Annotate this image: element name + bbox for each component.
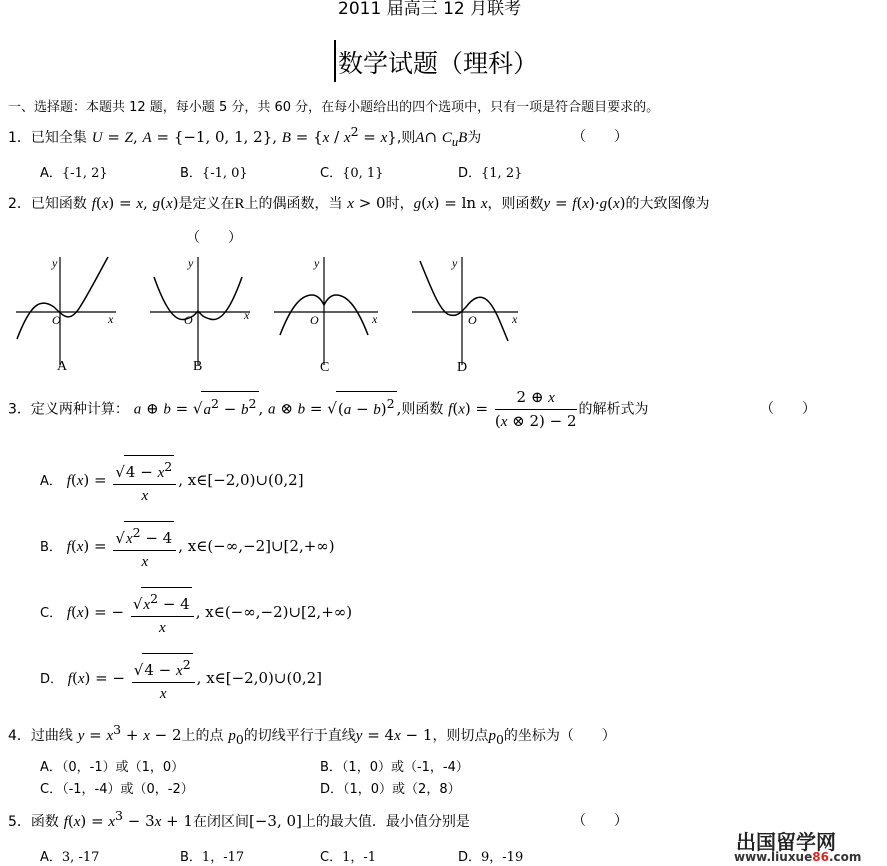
q3-option-a: A． f(x) = $\frac{√4 - x^2}{x}$ , x∈[−2,0)∪(0,2] [40,455,304,507]
svg-text:B: B [193,359,203,374]
svg-text:y: y [188,256,194,270]
svg-text:O: O [310,313,319,327]
q5-option-c: C．1，-1 [320,850,377,865]
question-2: 2．已知函数 f(x) = x, g(x)是定义在R上的偶函数，当 x > 0时，g(x) = ln x，则函数y = f(x)·g(x)的大致图像为 [8,194,710,212]
svg-text:y: y [314,256,320,270]
q1-option-c: C．{0, 1} [320,166,384,181]
svg-text:x: x [512,312,518,326]
question-1: 1．已知全集 U = Z, A = {−1, 0, 1, 2}, $B = \{x / x^2 = x\}$,则A∩ $C_uB$为 [8,124,482,149]
svg-text:O: O [184,313,193,327]
graph-a [12,255,132,375]
watermark-title: 出国留学网 [736,830,836,854]
svg-text:y: y [52,256,58,270]
graph-d [410,255,525,375]
text-cursor [334,40,336,82]
curve [420,261,508,341]
q4-option-c: C．（-1，-4）或（0，-2） [40,782,194,797]
q4-option-d: D．（1，0）或（2，8） [320,782,461,797]
graph-b [148,255,263,375]
exam-header: 2011 届高三 12 月联考 [338,0,522,19]
q4-option-a: A．（0，-1）或（1，0） [40,760,185,775]
q5-option-b: B．1，-17 [180,850,245,865]
svg-text:O: O [52,313,61,327]
q4-option-b: B．（1，0）或（-1，-4） [320,760,469,775]
graph-c [272,255,387,375]
question-5: 5．函数 $f(x) = x^3 - 3x + 1$在闭区间[−3, 0]上的最大值．最小值分别是 [8,808,470,830]
q5-answer-bracket: （ ） [572,813,628,829]
svg-text:x: x [372,312,378,326]
svg-text:x: x [108,312,114,326]
page-title: 数学试题（理科） [338,49,539,78]
q5-option-a: A．3, -17 [40,850,100,865]
watermark-url: www.liuxue86.com [734,850,862,864]
svg-text:C: C [320,360,330,375]
q1-answer-bracket: （ ） [572,129,628,145]
q5-option-d: D．9，-19 [458,850,524,865]
q3-answer-bracket: （ ） [760,401,816,417]
q1-option-b: B．{-1, 0} [180,166,248,181]
q1-option-d: D．{1, 2} [458,166,523,181]
svg-text:A: A [57,359,68,374]
q2-answer-bracket: （ ） [186,230,242,246]
curve [17,257,108,339]
q3-option-b: B． f(x) = $\frac{√x^2 - 4}{x}$ , x∈(−∞,−2]∪[2,+∞) [40,521,335,573]
q3-option-c: C． f(x) = − $\frac{√x^2 - 4}{x}$ , x∈(−∞,−2)∪[2,+∞) [40,587,352,639]
q3-option-d: D． f(x) = − $\frac{√4 - x^2}{x}$ , x∈[−2,0)∪(0,2] [40,653,322,705]
section-heading: 一、选择题：本题共 12 题，每小题 5 分，共 60 分，在每小题给出的四个选项中，只有一项是符合题目要求的。 [8,100,660,115]
q1-option-a: A．{-1, 2} [40,166,108,181]
svg-text:y: y [452,256,458,270]
question-3: 3．定义两种计算： a ⊕ $b = √a^2 - b^2$ , a ⊗ $b = √(a - b)^2$ ,则函数 f(x) = $\frac{2 \oplus x}{(x \otimes 2) - 2}$ 的解析式为 [8,388,649,430]
svg-text:O: O [468,313,477,327]
svg-text:D: D [457,360,468,375]
question-4: 4．过曲线 $y = x^3 + x - 2$上的点 $p_0$的切线平行于直线y = 4x − 1，则切点$p_0$的坐标为（ ） [8,722,616,747]
svg-text:x: x [244,308,250,322]
